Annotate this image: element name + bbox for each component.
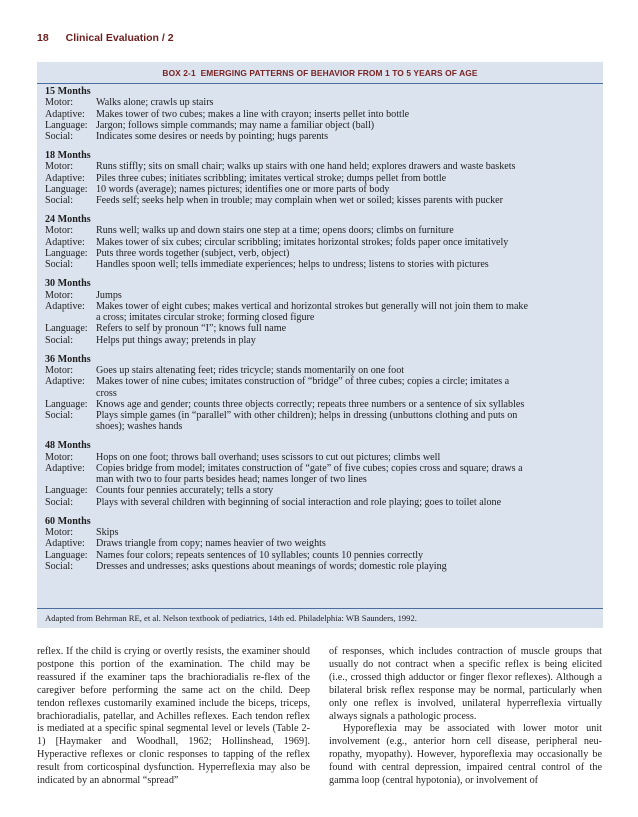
age-heading: 60 Months [45,515,91,527]
age-section [45,278,597,346]
age-section [45,516,597,572]
behavior-row [45,527,597,538]
behavior-description: Piles three cubes; initiates scribbling; imitates vertical stroke; dumps pellet from bottle [96,172,447,184]
behavior-category: Adaptive: [45,462,85,474]
behavior-description: Names four colors; repeats sentences of 10 syllables; counts 10 pennies correctly [96,549,424,561]
behavior-description: Goes up stairs altenating feet; rides tricycle; stands momentarily on one foot [96,364,405,376]
behavior-description: Walks alone; crawls up stairs [96,97,214,109]
behavior-row [45,301,597,324]
behavior-category: Social: [45,560,74,572]
behavior-description: Knows age and gender; counts three objects correctly; repeats three numbers or a sentence of six syllables [96,398,525,410]
behavior-category: Language: [45,248,88,260]
behavior-row [45,376,597,399]
behavior-description: Handles spoon well; tells immediate experiences; helps to undress; listens to stories with pictures [96,259,489,271]
body-paragraph: reflex. If the child is crying or overtly resists, the examiner should postpone this portion of the examination. The child may be reassured if the examiner taps the brachioradialis re-flex of the caregiver before performing the same act on the child. Deep tendon reflexes customarily examined include the biceps, triceps, brachioradialis, patellar, and Achilles reflexes. Each tendon reflex is mediated at a specific spinal segmental level or levels (Table 2-1) [Haymaker and Woodhall, 1962; Hollinshead, 1969]. Hyperactive reflexes or clonic responses to tapping of the reflex result from corticospinal dysfunction. Hyperreflexia may also be indicated by an abnormal “spread” [37,646,310,787]
behavior-row [45,463,597,486]
behavior-row [45,237,597,248]
behavior-category: Social: [45,410,74,422]
body-column-left [37,646,310,788]
behavior-category: Motor: [45,97,74,109]
behavior-category: Motor: [45,225,74,237]
behavior-row [45,399,597,410]
behavior-category: Language: [45,183,88,195]
behavior-category: Motor: [45,451,74,463]
behavior-category: Adaptive: [45,236,85,248]
behavior-category: Motor: [45,161,74,173]
behavior-description: Counts four pennies accurately; tells a story [96,485,274,497]
behavior-row [45,290,597,301]
behavior-description: Makes tower of eight cubes; makes vertical and horizontal strokes but generally will not join them to make a cross; imitates circular stroke; forming closed figure [96,300,528,324]
behavior-category: Adaptive: [45,108,85,120]
behavior-description: Plays with several children with beginning of social interaction and role playing; goes to toilet alone [96,496,502,508]
behavior-description: Indicates some desires or needs by pointing; hugs parents [96,131,329,143]
box-label: BOX 2-1 [162,68,196,78]
behavior-category: Motor: [45,289,74,301]
chapter-title: Clinical Evaluation / 2 [65,32,174,44]
behavior-row [45,561,597,572]
behavior-description: Jumps [96,289,122,301]
age-heading: 15 Months [45,86,91,97]
body-paragraph: Hyporeflexia may be associated with lower motor unit involvement (e.g., anterior horn cell disease, peripheral neu-ropathy, myopathy). However, hyporeflexia may occasionally be found with central depression, impaired central control of the gamma loop (central hypotonia), or involvement of [329,723,602,787]
behavior-row [45,173,597,184]
behavior-row [45,248,597,259]
behavior-row [45,497,597,508]
behavior-category: Social: [45,496,74,508]
behavior-category: Motor: [45,526,74,538]
behavior-category: Adaptive: [45,172,85,184]
box-body [45,86,597,580]
behavior-description: Skips [96,526,119,538]
behavior-row [45,184,597,195]
behavior-description: Makes tower of nine cubes; imitates construction of “bridge” of three cubes; copies a circle; imitates a cross [96,376,510,399]
behavior-row [45,538,597,549]
behavior-description: 10 words (average); names pictures; identifies one or more parts of body [96,183,390,195]
behavior-row [45,97,597,108]
box-source-note: Adapted from Behrman RE, et al. Nelson textbook of pediatrics, 14th ed. Philadelphia: WB Saunders, 1992. [37,608,603,628]
behavior-description: Hops on one foot; throws ball overhand; uses scissors to cut out pictures; climbs well [96,451,441,463]
behavior-description: Makes tower of six cubes; circular scribbling; imitates horizontal strokes; folds paper once imitatively [96,236,509,248]
behavior-row [45,335,597,346]
behavior-row [45,323,597,334]
behavior-description: Helps put things away; pretends in play [96,334,256,346]
behavior-category: Language: [45,485,88,497]
behavior-category: Social: [45,259,74,271]
age-heading: 48 Months [45,440,91,452]
body-paragraph: of responses, which includes contraction of muscle groups that usually do not contract when a specific reflex is being elicited (i.e., crossed thigh adductor or finger flexor reflexes). Although a bilateral brisk reflex response may be normal, particularly when only one reflex is involved, unilateral hyperreflexia virtually always signals a pathologic process. [329,646,602,722]
behavior-description: Draws triangle from copy; names heavier of two weights [96,538,326,550]
box-title [37,62,603,84]
running-head [37,32,174,44]
behavior-row [45,485,597,496]
age-heading: 18 Months [45,150,91,162]
behavior-category: Adaptive: [45,376,85,388]
behavior-row [45,120,597,131]
age-heading: 30 Months [45,278,91,290]
behavior-description: Feeds self; seeks help when in trouble; may complain when wet or soiled; kisses parents with pucker [96,195,504,207]
behavior-row [45,550,597,561]
behavior-description: Dresses and undresses; asks questions about meanings of words; domestic role playing [96,560,447,572]
behavior-row [45,109,597,120]
behavior-row [45,131,597,142]
behavior-category: Social: [45,131,74,143]
behavior-box [37,62,603,608]
behavior-description: Puts three words together (subject, verb, object) [96,248,290,260]
age-section [45,86,597,142]
behavior-category: Language: [45,549,88,561]
behavior-category: Social: [45,334,74,346]
behavior-category: Social: [45,195,74,207]
behavior-row [45,259,597,270]
behavior-description: Runs stiffly; sits on small chair; walks up stairs with one hand held; explores drawers and waste baskets [96,161,516,173]
behavior-row [45,365,597,376]
behavior-category: Language: [45,398,88,410]
behavior-description: Jargon; follows simple commands; may name a familiar object (ball) [96,119,375,131]
behavior-category: Motor: [45,364,74,376]
behavior-row [45,452,597,463]
behavior-description: Runs well; walks up and down stairs one step at a time; opens doors; climbs on furniture [96,225,454,237]
behavior-category: Adaptive: [45,300,85,312]
age-section [45,214,597,270]
behavior-category: Language: [45,323,88,335]
behavior-category: Adaptive: [45,538,85,550]
behavior-description: Makes tower of two cubes; makes a line with crayon; inserts pellet into bottle [96,108,410,120]
box-heading: EMERGING PATTERNS OF BEHAVIOR FROM 1 TO 5 YEARS OF AGE [200,68,478,78]
behavior-description: Copies bridge from model; imitates construction of “gate” of five cubes; copies cross and square; draws a man with two to four parts besides head; names longer of two lines [96,462,523,486]
behavior-row [45,161,597,172]
behavior-description: Plays simple games (in “parallel” with other children); helps in dressing (unbuttons clothing and puts on shoes); washes hands [96,410,518,433]
age-heading: 36 Months [45,353,91,365]
age-section [45,354,597,433]
page-number: 18 [37,32,49,44]
behavior-row [45,225,597,236]
behavior-row [45,195,597,206]
behavior-category: Language: [45,119,88,131]
age-section [45,150,597,206]
age-heading: 24 Months [45,214,91,226]
behavior-row [45,410,597,433]
behavior-description: Refers to self by pronoun “I”; knows full name [96,323,287,335]
age-section [45,440,597,508]
body-column-right [329,646,602,788]
